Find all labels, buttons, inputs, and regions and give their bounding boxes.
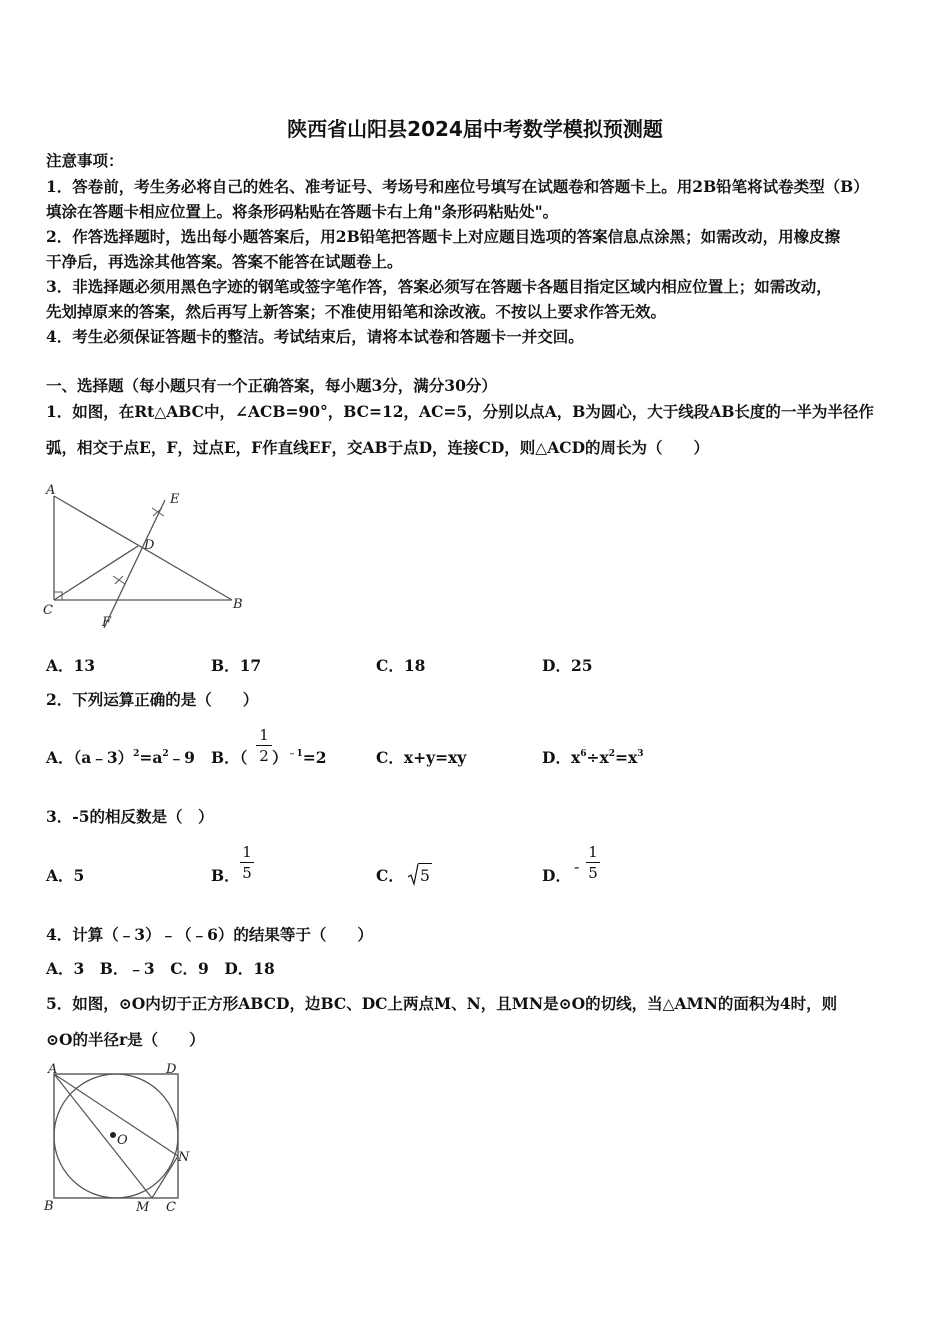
notice-line: 4．考生必须保证答题卡的整洁。考试结束后，请将本试卷和答题卡一并交回。: [46, 327, 584, 346]
q3-option-c-label[interactable]: C．: [376, 866, 404, 885]
label-c: C: [43, 603, 53, 618]
q3-option-d-fraction: 1 5: [586, 843, 600, 882]
q2-option-b-label[interactable]: B．（: [211, 748, 248, 767]
q2-option-b-fraction: 1 2: [256, 726, 272, 765]
segment-mn: [152, 1156, 178, 1198]
q3-option-d-sign: -: [574, 858, 580, 876]
q5-stem-line1: 5．如图，⊙O内切于正方形ABCD，边BC、DC上两点M、N，且MN是⊙O的切线，当△AMN的面积为4时，则: [46, 994, 838, 1013]
center-point: [110, 1132, 116, 1138]
q1-option-d[interactable]: D．25: [542, 656, 593, 675]
label-a: A: [46, 483, 56, 498]
q2-option-d[interactable]: D．$x^6\div x^2=x^3$: [542, 748, 644, 767]
label-m: M: [136, 1200, 150, 1215]
label-d: D: [166, 1062, 177, 1077]
segment-ab: [54, 496, 232, 600]
label-c: C: [166, 1200, 176, 1215]
notice-line: 3．非选择题必须用黑色字迹的钢笔或签字笔作答，答案必须写在答题卡各题目指定区域内相应位置上；如需改动，: [46, 277, 832, 296]
q3-option-b-label[interactable]: B．: [211, 866, 240, 885]
q3-option-c-radicand: 5: [420, 867, 430, 885]
segment-am: [54, 1074, 152, 1198]
q2-option-c[interactable]: C．x+y=xy: [376, 748, 467, 767]
label-b: B: [233, 597, 243, 612]
label-b: B: [44, 1199, 54, 1214]
q2-stem: 2．下列运算正确的是（ ）: [46, 690, 259, 709]
arc-mark-f: [113, 576, 125, 584]
line-ef: [104, 500, 165, 628]
q3-option-d-label[interactable]: D．: [542, 866, 571, 885]
q1-option-c[interactable]: C．18: [376, 656, 426, 675]
notice-line: 2．作答选择题时，选出每小题答案后，用2B铅笔把答题卡上对应题目选项的答案信息点涂黑；如需改动，用橡皮擦: [46, 227, 841, 246]
label-d: D: [144, 538, 155, 553]
notice-line: 1．答卷前，考生务必将自己的姓名、准考证号、考场号和座位号填写在试题卷和答题卡上。用2B铅笔将试卷类型（B）: [46, 177, 869, 196]
label-a: A: [48, 1062, 58, 1077]
q5-figure: [40, 1058, 200, 1218]
notice-line: 先划掉原来的答案，然后再写上新答案；不准使用铅笔和涂改液。不按以上要求作答无效。: [46, 302, 667, 321]
q5-stem-line2: ⊙O的半径r是（ ）: [46, 1030, 205, 1049]
label-f: F: [102, 615, 112, 630]
q3-option-a[interactable]: A．5: [46, 866, 85, 885]
segment-cd: [54, 546, 138, 600]
inscribed-circle: [54, 1074, 178, 1198]
q3-stem: 3．-5的相反数是（ ）: [46, 807, 214, 826]
notice-heading: 注意事项：: [46, 151, 124, 170]
page-title: 陕西省山阳县2024届中考数学模拟预测题: [287, 117, 663, 141]
label-n: N: [178, 1150, 190, 1165]
label-e: E: [170, 492, 180, 507]
q1-stem-line2: 弧，相交于点E，F，过点E，F作直线EF，交AB于点D，连接CD，则△ACD的周长为（ ）: [46, 438, 710, 457]
q3-option-b-fraction: 1 5: [240, 843, 254, 882]
q1-figure: [40, 478, 260, 638]
sqrt-icon: [407, 862, 419, 886]
label-o: O: [117, 1133, 128, 1148]
segment-an: [54, 1074, 178, 1156]
q2-option-b-rest: ）$^{﹣1}$=2: [272, 748, 327, 767]
q2-option-a[interactable]: A．$(a﹣3)^2=a^2﹣9$: [46, 748, 195, 767]
q1-stem-line1: 1．如图，在Rt△ABC中，∠ACB=90°，BC=12，AC=5，分别以点A，B为圆心，大于线段AB长度的一半为半径作: [46, 402, 874, 421]
section-heading: 一、选择题（每小题只有一个正确答案，每小题3分，满分30分）: [46, 376, 497, 395]
notice-line: 干净后，再选涂其他答案。答案不能答在试题卷上。: [46, 252, 403, 271]
q1-option-a[interactable]: A．13: [46, 656, 96, 675]
q1-option-b[interactable]: B．17: [211, 656, 262, 675]
q4-options[interactable]: A．3 B．﹣3 C．9 D．18: [46, 959, 275, 978]
q4-stem: 4．计算（﹣3）﹣（﹣6）的结果等于（ ）: [46, 925, 373, 944]
notice-line: 填涂在答题卡相应位置上。将条形码粘贴在答题卡右上角"条形码粘贴处"。: [46, 202, 559, 221]
